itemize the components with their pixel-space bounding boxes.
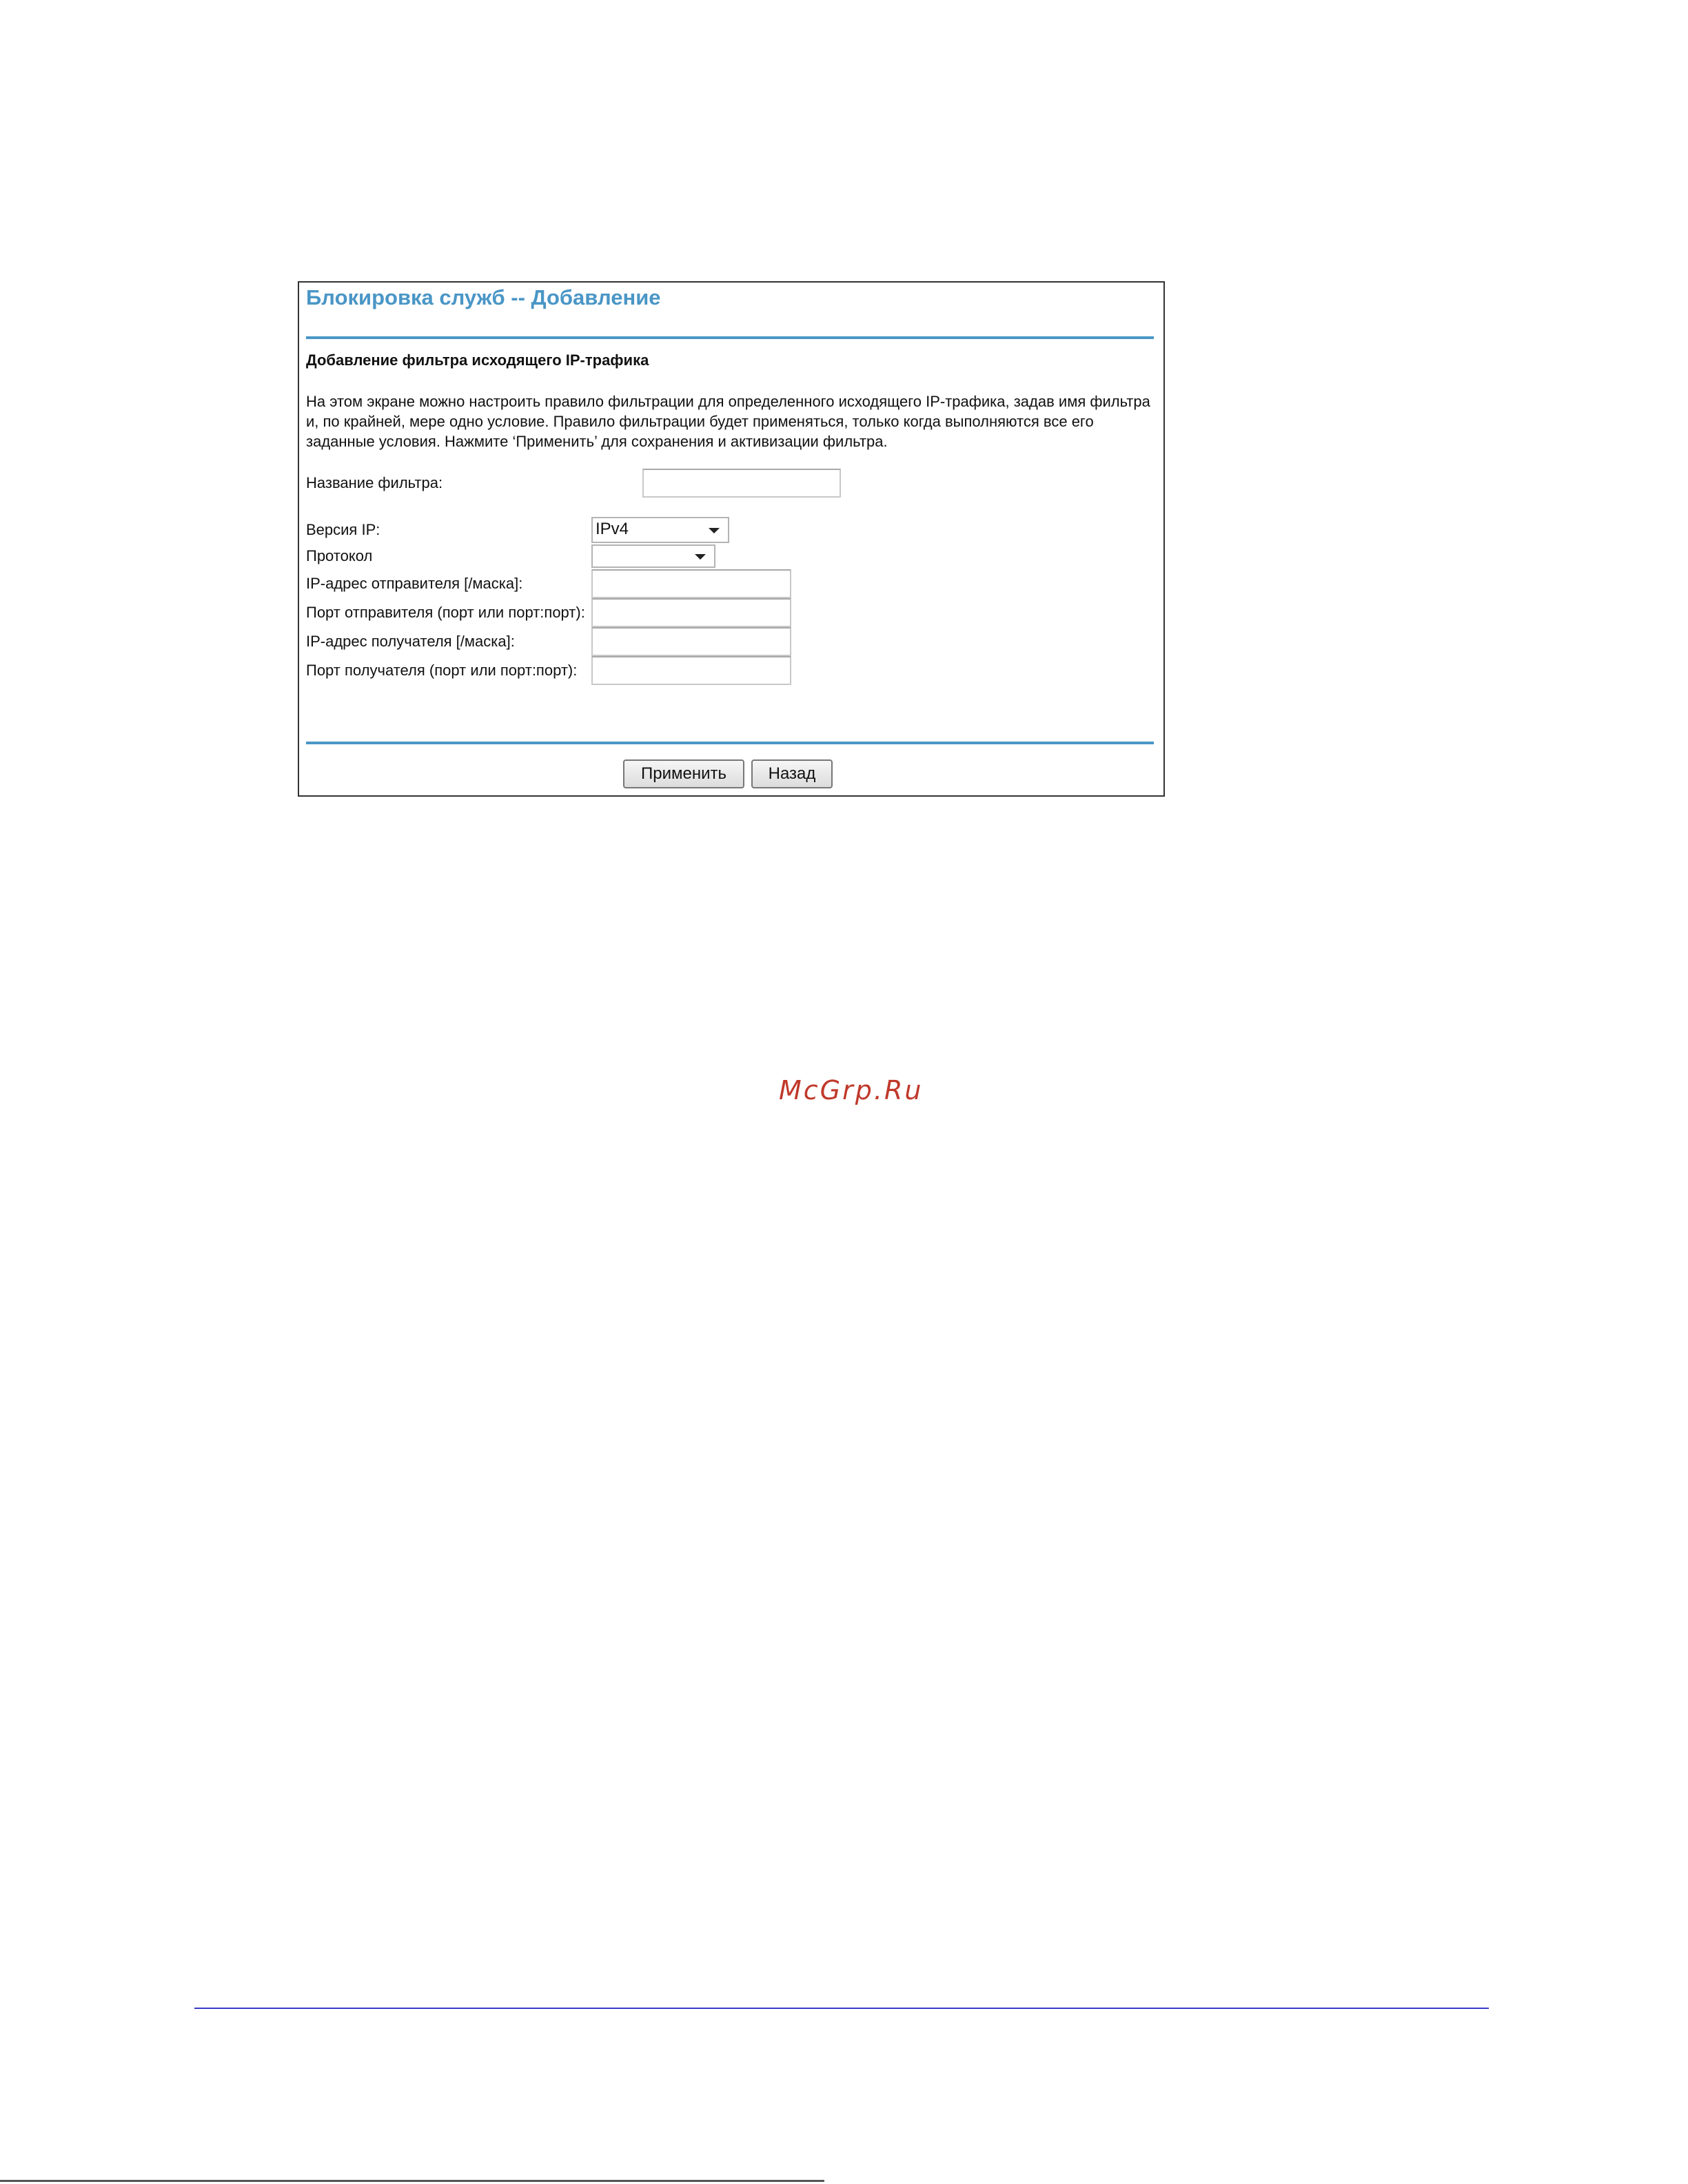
section-heading: Добавление фильтра исходящего IP-трафика: [306, 351, 649, 369]
protocol-label: Протокол: [306, 547, 373, 564]
apply-button[interactable]: Применить: [623, 759, 744, 788]
page-footer-rule: [194, 2008, 1489, 2009]
dest-port-input[interactable]: [591, 656, 791, 685]
page-title: Блокировка служб -- Добавление: [306, 285, 661, 309]
dest-ip-label: IP-адрес получателя [/маска]:: [306, 633, 515, 650]
chevron-down-icon: [709, 528, 720, 533]
description-text: На этом экране можно настроить правило фильтрации для определенного исходящего IP-трафика, задав имя фильтра и, по крайней, мере одно условие. Правило фильтрации будет применяться, только когда выполняются все его заданные условия. Нажмите ‘Применить’ для сохранения и активизации фильтра.: [306, 393, 1150, 450]
source-port-label: Порт отправителя (порт или порт:порт):: [306, 604, 585, 621]
dest-port-label: Порт получателя (порт или порт:порт):: [306, 662, 578, 679]
dest-ip-input[interactable]: [591, 627, 791, 656]
ip-version-selected-value: IPv4: [596, 520, 629, 538]
source-ip-input[interactable]: [591, 569, 791, 598]
ip-version-label: Версия IP:: [306, 521, 380, 538]
title-divider: [306, 336, 1154, 339]
bottom-edge-line: [0, 2180, 824, 2182]
source-port-input[interactable]: [591, 598, 791, 627]
protocol-select[interactable]: [591, 544, 715, 568]
filter-name-label: Название фильтра:: [306, 474, 443, 491]
ip-version-select[interactable]: [591, 517, 729, 543]
source-ip-label: IP-адрес отправителя [/маска]:: [306, 575, 523, 592]
back-button[interactable]: Назад: [751, 759, 833, 788]
watermark: McGrp.Ru: [779, 1075, 924, 1105]
filter-name-input[interactable]: [642, 469, 841, 498]
service-blocking-panel: [298, 281, 1165, 797]
footer-divider: [306, 742, 1154, 744]
chevron-down-icon: [695, 554, 706, 560]
